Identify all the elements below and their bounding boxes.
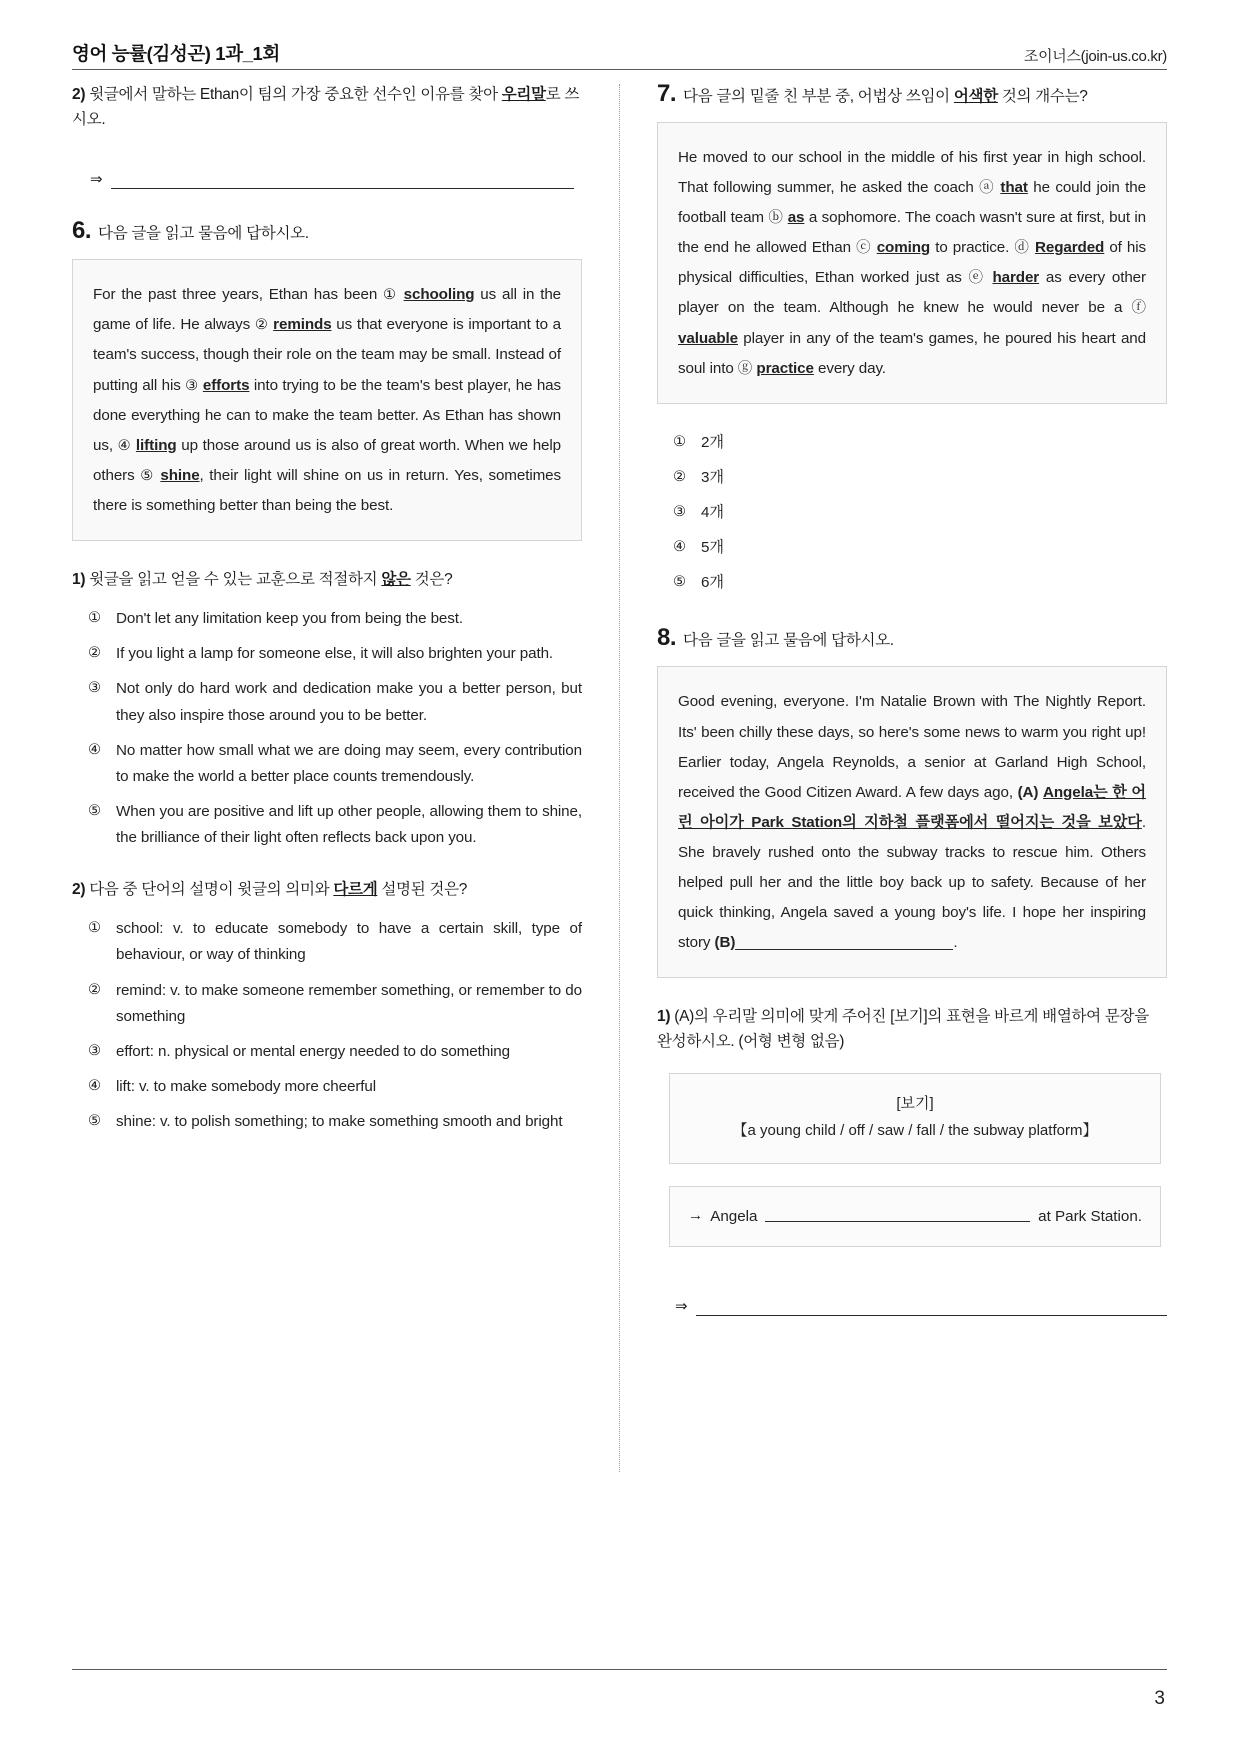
choice-option[interactable] bbox=[72, 1074, 582, 1100]
choice-option[interactable] bbox=[657, 465, 1167, 491]
choice-text: No matter how small what we are doing may seem, every contribution to make the world a better place counts tremendously. bbox=[116, 741, 582, 785]
subquestion-text-before: 다음 중 단어의 설명이 윗글의 의미와 bbox=[89, 881, 334, 899]
choice-option[interactable] bbox=[657, 430, 1167, 456]
choice-marker: ⑤ bbox=[88, 802, 101, 819]
underlined-phrase: lifting bbox=[135, 436, 177, 454]
choice-text: If you light a lamp for someone else, it will also brighten your path. bbox=[116, 645, 554, 663]
choice-option[interactable] bbox=[657, 535, 1167, 561]
circled-marker: ⓓ bbox=[1014, 240, 1030, 257]
answer-line-q8[interactable] bbox=[657, 1299, 1167, 1316]
choice-marker: ① bbox=[673, 433, 686, 450]
underlined-phrase: efforts bbox=[202, 376, 250, 394]
passage-text: us all in the game of life. He always bbox=[93, 286, 562, 334]
circled-marker: ④ bbox=[117, 437, 132, 454]
question-8-number: 8. bbox=[657, 624, 677, 652]
question-6-passage bbox=[72, 259, 582, 541]
passage-text: , their light will shine on us in return. Yes, sometimes there is something better than being the best. bbox=[93, 466, 561, 514]
choice-text: lift: v. to make somebody more cheerful bbox=[116, 1078, 377, 1096]
question-8-heading bbox=[657, 626, 1167, 650]
underlined-phrase: Regarded bbox=[1034, 239, 1105, 257]
circled-marker: ⑤ bbox=[140, 467, 155, 484]
question-6-sub-1-choices bbox=[72, 606, 582, 851]
choice-marker: ② bbox=[673, 468, 686, 485]
choice-text: remind: v. to make someone remember something, or remember to do something bbox=[116, 981, 582, 1025]
column-gutter bbox=[582, 82, 657, 1652]
question-5-part-2 bbox=[72, 82, 582, 132]
choice-option[interactable] bbox=[72, 606, 582, 632]
answer-line-q5[interactable] bbox=[72, 172, 582, 189]
subquestion-text-after: 설명된 것은? bbox=[377, 881, 468, 899]
underlined-phrase: reminds bbox=[273, 316, 332, 334]
question-7-heading bbox=[657, 82, 1167, 106]
choice-text: school: v. to educate somebody to have a certain skill, type of behaviour, or way of thinking bbox=[116, 920, 582, 964]
choice-text: 6개 bbox=[701, 574, 724, 592]
subquestion-number: 1) bbox=[72, 570, 86, 588]
right-column bbox=[657, 82, 1167, 1652]
choice-option[interactable] bbox=[72, 916, 582, 968]
underlined-phrase: coming bbox=[876, 239, 931, 257]
arrow-glyph: ⇒ bbox=[675, 1298, 688, 1316]
choice-marker: ② bbox=[88, 645, 101, 662]
question-6-heading bbox=[72, 219, 582, 243]
passage-text: of his physical difficulties, Ethan worked just as bbox=[678, 239, 1147, 287]
choice-option[interactable] bbox=[72, 1109, 582, 1135]
passage-text: every day. bbox=[813, 359, 886, 377]
choice-marker: ④ bbox=[673, 539, 686, 556]
question-7-prompt bbox=[683, 84, 1088, 106]
publisher-site: 조이너스(join-us.co.kr) bbox=[1023, 48, 1167, 65]
question-7-number: 7. bbox=[657, 80, 677, 107]
bogi-label: [보기] bbox=[896, 1094, 934, 1112]
choice-text: 4개 bbox=[701, 504, 724, 522]
question-6-number: 6. bbox=[72, 217, 92, 245]
header-divider bbox=[72, 69, 1167, 70]
passage-text: up those around us is also of great worth. When we help others bbox=[93, 436, 562, 484]
subquestion-text-after: 로 쓰시오. bbox=[72, 86, 580, 129]
subquestion-text-after: 것은? bbox=[410, 570, 453, 588]
choice-marker: ① bbox=[88, 920, 101, 937]
question-6-sub-1 bbox=[72, 567, 582, 592]
passage-text: us that everyone is important to a team's success, though their role on the team may be small. Instead of putting all his bbox=[93, 316, 562, 394]
circled-marker: ① bbox=[383, 287, 398, 304]
choice-option[interactable] bbox=[72, 738, 582, 790]
subquestion-text-before: 윗글에서 말하는 Ethan이 팀의 가장 중요한 선수인 이유를 찾아 bbox=[89, 86, 502, 103]
answer-write-line[interactable] bbox=[111, 175, 574, 189]
label-marker: (A) bbox=[1017, 783, 1039, 801]
subquestion-emphasis: 않은 bbox=[381, 570, 411, 588]
choice-option[interactable] bbox=[72, 1039, 582, 1065]
underlined-phrase: as bbox=[787, 209, 805, 227]
choice-marker: ④ bbox=[88, 1078, 101, 1095]
choice-text: shine: v. to polish something; to make something smooth and bright bbox=[116, 1113, 563, 1131]
question-7-prompt-before: 다음 글의 밑줄 친 부분 중, 어법상 쓰임이 bbox=[683, 88, 954, 105]
passage-text: For the past three years, Ethan has been bbox=[93, 286, 384, 304]
answer-tail-text: at Park Station. bbox=[1038, 1208, 1142, 1226]
question-6-sub-2-choices bbox=[72, 916, 582, 1135]
circled-marker: ⓒ bbox=[856, 240, 872, 257]
question-8-prompt: 다음 글을 읽고 물음에 답하시오. bbox=[683, 632, 894, 650]
choice-text: When you are positive and lift up other people, allowing them to shine, the brilliance of their light often reflects back upon you. bbox=[116, 802, 582, 847]
passage-text: he could join the football team bbox=[678, 179, 1146, 227]
question-6-sub-2 bbox=[72, 877, 582, 902]
choice-option[interactable] bbox=[657, 570, 1167, 596]
choice-text: Don't let any limitation keep you from being the best. bbox=[116, 610, 464, 628]
answer-blank-field[interactable] bbox=[765, 1207, 1030, 1222]
question-7-choices bbox=[657, 430, 1167, 597]
underlined-phrase: schooling bbox=[403, 286, 475, 304]
choice-option[interactable] bbox=[657, 500, 1167, 526]
column-divider bbox=[619, 84, 620, 1472]
choice-text: 5개 bbox=[701, 539, 724, 557]
subquestion-emphasis: 다르게 bbox=[333, 881, 378, 899]
question-6-prompt: 다음 글을 읽고 물음에 답하시오. bbox=[98, 225, 309, 243]
underlined-phrase: practice bbox=[756, 359, 814, 377]
answer-subject: Angela bbox=[710, 1208, 758, 1226]
passage-text: into trying to be the team's best player, he has done everything he can to make the team better. As Ethan has shown us, bbox=[93, 376, 562, 454]
choice-text: 2개 bbox=[701, 433, 724, 451]
bogi-reference-box bbox=[669, 1073, 1161, 1165]
circled-marker: ⓑ bbox=[768, 210, 784, 227]
passage-text: as every other player on the team. Although he knew he would never be a bbox=[678, 269, 1146, 317]
choice-marker: ① bbox=[88, 610, 101, 627]
answer-write-line[interactable] bbox=[696, 1302, 1167, 1316]
question-8-passage bbox=[657, 666, 1167, 978]
circled-marker: ③ bbox=[185, 377, 199, 394]
arrow-glyph: ⇒ bbox=[90, 171, 103, 189]
circled-marker: ⓐ bbox=[979, 180, 995, 197]
underlined-phrase: shine bbox=[160, 466, 200, 484]
page-number: 3 bbox=[1154, 1688, 1165, 1709]
footer-divider bbox=[72, 1669, 1167, 1670]
subquestion-number: 1) bbox=[657, 1008, 671, 1026]
page-header bbox=[72, 28, 1167, 66]
circled-marker: ⓔ bbox=[968, 270, 986, 287]
choice-text: effort: n. physical or mental energy needed to do something bbox=[116, 1042, 511, 1060]
choice-marker: ③ bbox=[88, 680, 101, 697]
subquestion-emphasis: 우리말 bbox=[501, 86, 546, 103]
question-7-passage bbox=[657, 122, 1167, 404]
question-7-prompt-after: 것의 개수는? bbox=[997, 88, 1088, 105]
subquestion-text: (A)의 우리말 의미에 맞게 주어진 [보기]의 표현을 바르게 배열하여 문장을 완성하시오. (어형 변형 없음) bbox=[657, 1008, 1149, 1051]
passage-blank-field[interactable] bbox=[735, 935, 953, 950]
passage-text: to practice. bbox=[930, 239, 1015, 257]
passage-text: player in any of the team's games, he poured his heart and soul into bbox=[678, 329, 1146, 377]
question-7-prompt-emphasis: 어색한 bbox=[953, 88, 998, 105]
choice-marker: ③ bbox=[673, 504, 686, 521]
content-columns bbox=[72, 82, 1167, 1652]
choice-option[interactable] bbox=[72, 978, 582, 1030]
answer-arrangement-box[interactable] bbox=[669, 1186, 1161, 1247]
choice-marker: ⑤ bbox=[673, 574, 686, 591]
subquestion-text-before: 윗글을 읽고 얻을 수 있는 교훈으로 적절하지 bbox=[89, 570, 382, 588]
passage-text: . She bravely rushed onto the subway tracks to rescue him. Others helped pull her and the little boy back up to safety. Because of her quick thinking, Angela saved a young boy's life. I hope her inspiring story bbox=[678, 813, 1146, 952]
underlined-phrase: Angela는 한 어린 아이가 Park Station의 지하철 플랫폼에서 떨어지는 것을 보았다 bbox=[678, 783, 1146, 831]
underlined-phrase: harder bbox=[992, 269, 1040, 287]
passage-text: He moved to our school in the middle of his first year in high school. That following summer, he asked the coach bbox=[678, 149, 1146, 197]
passage-text: a sophomore. The coach wasn't sure at first, but in the end he allowed Ethan bbox=[678, 209, 1147, 257]
question-8-sub-1 bbox=[657, 1004, 1167, 1054]
arrow-glyph: → bbox=[688, 1207, 704, 1225]
circled-marker: ⓕ bbox=[1131, 300, 1146, 317]
circled-marker: ② bbox=[254, 317, 269, 334]
subquestion-number: 2) bbox=[72, 86, 86, 103]
bogi-word-list: 【a young child / off / saw / fall / the subway platform】 bbox=[732, 1122, 1098, 1140]
choice-option[interactable] bbox=[72, 676, 582, 728]
choice-marker: ② bbox=[88, 981, 101, 998]
choice-marker: ③ bbox=[88, 1042, 101, 1059]
passage-text: . bbox=[953, 934, 958, 952]
subquestion-number: 2) bbox=[72, 881, 86, 899]
label-marker: (B) bbox=[714, 934, 736, 952]
choice-marker: ⑤ bbox=[88, 1113, 101, 1130]
choice-text: 3개 bbox=[701, 468, 724, 486]
choice-option[interactable] bbox=[72, 641, 582, 667]
choice-marker: ④ bbox=[88, 741, 101, 758]
left-column bbox=[72, 82, 582, 1652]
passage-text: Good evening, everyone. I'm Natalie Brown with The Nightly Report. Its' been chilly these days, so here's some news to warm you right up! Earlier today, Angela Reynolds, a senior at Garland High School, received the Good Citizen Award. A few days ago, bbox=[678, 693, 1146, 801]
underlined-phrase: valuable bbox=[678, 329, 738, 347]
choice-option[interactable] bbox=[72, 799, 582, 851]
underlined-phrase: that bbox=[1000, 179, 1028, 197]
circled-marker: ⓖ bbox=[737, 360, 753, 377]
choice-text: Not only do hard work and dedication make you a better person, but they also inspire those around you to be better. bbox=[116, 680, 582, 724]
document-title: 영어 능률(김성곤) 1과_1회 bbox=[72, 43, 280, 64]
